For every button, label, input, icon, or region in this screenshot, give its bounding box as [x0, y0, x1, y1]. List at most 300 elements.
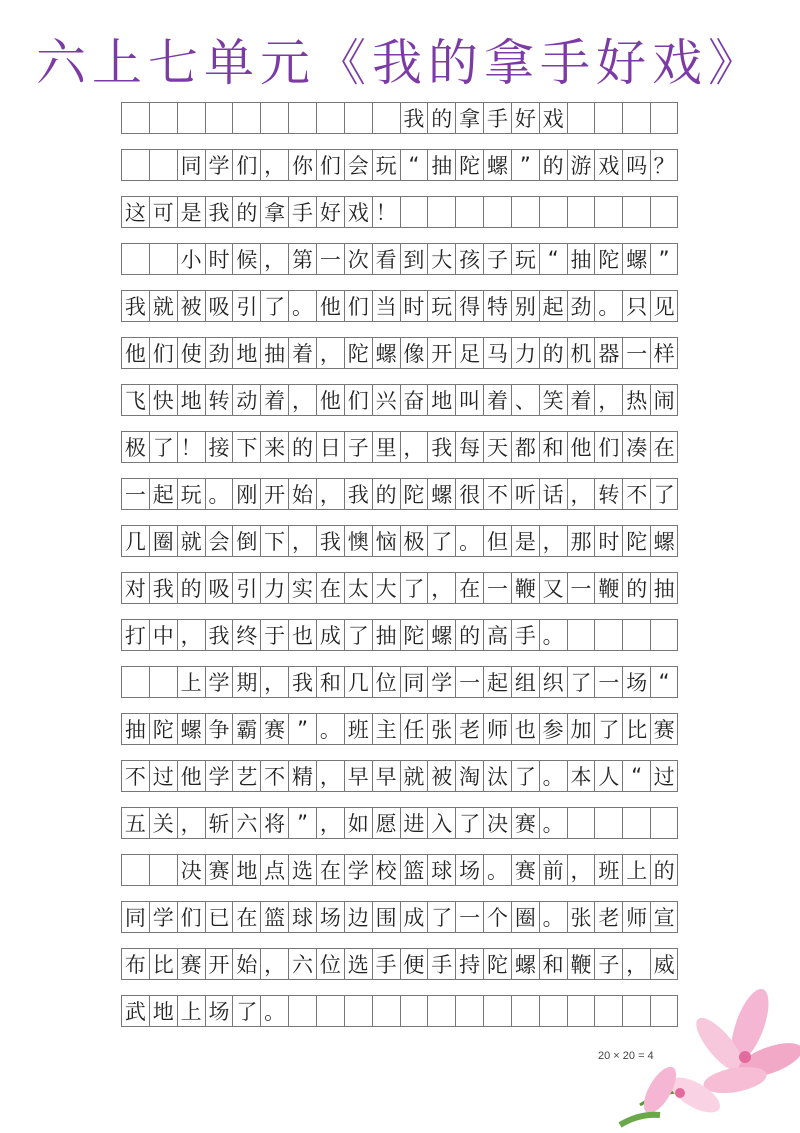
- grid-cell: 游: [567, 150, 595, 180]
- grid-cell: 都: [511, 432, 539, 462]
- grid-cell: 飞: [121, 385, 149, 415]
- grid-cell: 我: [400, 103, 428, 133]
- grid-cell: [622, 808, 650, 838]
- grid-cell: 和: [539, 949, 567, 979]
- grid-count-label: 20 × 20 = 4: [598, 1050, 654, 1062]
- grid-cell: 这: [121, 197, 149, 227]
- grid-cell: 赛: [511, 855, 539, 885]
- grid-cell: 。: [483, 855, 511, 885]
- grid-cell: [400, 197, 428, 227]
- grid-cell: 日: [316, 432, 344, 462]
- grid-cell: 第: [288, 244, 316, 274]
- grid-cell: 如: [344, 808, 372, 838]
- grid-cell: [149, 855, 177, 885]
- grid-cell: 抽: [427, 150, 455, 180]
- grid-cell: 五: [121, 808, 149, 838]
- grid-cell: 鞭: [594, 573, 622, 603]
- grid-cell: 不: [121, 761, 149, 791]
- grid-cell: 起: [483, 667, 511, 697]
- grid-row: [121, 525, 678, 557]
- grid-cell: 一: [455, 902, 483, 932]
- grid-cell: ，: [316, 808, 344, 838]
- grid-cell: 很: [455, 479, 483, 509]
- grid-cell: 会: [205, 526, 233, 556]
- grid-cell: 人: [594, 761, 622, 791]
- grid-cell: 学: [205, 761, 233, 791]
- grid-cell: 玩: [177, 479, 205, 509]
- grid-cell: 同: [400, 667, 428, 697]
- grid-cell: 起: [149, 479, 177, 509]
- grid-cell: 一: [316, 244, 344, 274]
- grid-cell: 地: [427, 385, 455, 415]
- grid-cell: 上: [177, 996, 205, 1026]
- grid-cell: 。: [539, 902, 567, 932]
- grid-cell: 也: [288, 620, 316, 650]
- grid-cell: 师: [622, 902, 650, 932]
- grid-cell: 于: [260, 620, 288, 650]
- grid-cell: 场: [622, 667, 650, 697]
- grid-cell: 力: [260, 573, 288, 603]
- grid-cell: 我: [205, 197, 233, 227]
- grid-cell: ，: [177, 620, 205, 650]
- grid-cell: 学: [205, 667, 233, 697]
- grid-cell: [316, 103, 344, 133]
- grid-cell: 被: [427, 761, 455, 791]
- grid-cell: 威: [650, 949, 678, 979]
- grid-cell: 始: [288, 479, 316, 509]
- grid-cell: 候: [232, 244, 260, 274]
- grid-cell: 了: [232, 996, 260, 1026]
- grid-cell: 我: [427, 432, 455, 462]
- grid-cell: 位: [316, 949, 344, 979]
- grid-cell: 几: [344, 667, 372, 697]
- grid-cell: 织: [539, 667, 567, 697]
- grid-cell: 使: [177, 338, 205, 368]
- grid-cell: 吸: [205, 573, 233, 603]
- grid-cell: 每: [455, 432, 483, 462]
- grid-cell: [149, 244, 177, 274]
- grid-cell: 了: [594, 714, 622, 744]
- grid-cell: 学: [149, 902, 177, 932]
- grid-cell: 鞭: [511, 573, 539, 603]
- grid-cell: 已: [205, 902, 233, 932]
- grid-cell: 我: [121, 291, 149, 321]
- grid-cell: 着: [567, 385, 595, 415]
- grid-cell: 过: [650, 761, 678, 791]
- grid-cell: 你: [288, 150, 316, 180]
- grid-cell: 了: [650, 479, 678, 509]
- grid-row: [121, 243, 678, 275]
- grid-cell: 时: [594, 526, 622, 556]
- grid-cell: [205, 103, 233, 133]
- grid-cell: 班: [594, 855, 622, 885]
- grid-cell: 玩: [372, 150, 400, 180]
- grid-cell: 戏: [539, 103, 567, 133]
- grid-cell: 们: [316, 150, 344, 180]
- grid-cell: 关: [149, 808, 177, 838]
- grid-cell: 当: [372, 291, 400, 321]
- grid-cell: [455, 197, 483, 227]
- grid-cell: [622, 620, 650, 650]
- grid-row: [121, 102, 678, 134]
- grid-cell: ，: [260, 949, 288, 979]
- grid-cell: 地: [177, 385, 205, 415]
- grid-cell: “: [650, 667, 678, 697]
- grid-cell: [539, 996, 567, 1026]
- grid-cell: 的: [372, 479, 400, 509]
- grid-cell: ，: [567, 479, 595, 509]
- grid-cell: 了: [344, 620, 372, 650]
- grid-cell: 进: [400, 808, 428, 838]
- grid-cell: 会: [344, 150, 372, 180]
- grid-cell: 接: [205, 432, 233, 462]
- grid-cell: [372, 103, 400, 133]
- grid-cell: ，: [400, 432, 428, 462]
- grid-cell: 热: [622, 385, 650, 415]
- grid-cell: 下: [232, 432, 260, 462]
- grid-cell: 拿: [455, 103, 483, 133]
- grid-cell: 在: [316, 855, 344, 885]
- grid-cell: 我: [344, 479, 372, 509]
- grid-cell: 手: [372, 949, 400, 979]
- grid-cell: 奋: [400, 385, 428, 415]
- grid-cell: [483, 197, 511, 227]
- grid-cell: [622, 197, 650, 227]
- grid-cell: 话: [539, 479, 567, 509]
- grid-cell: 是: [511, 526, 539, 556]
- grid-cell: [511, 197, 539, 227]
- grid-cell: 。: [205, 479, 233, 509]
- grid-cell: ”: [288, 808, 316, 838]
- grid-cell: ！: [372, 197, 400, 227]
- grid-cell: ”: [511, 150, 539, 180]
- grid-cell: 下: [260, 526, 288, 556]
- grid-cell: 他: [316, 385, 344, 415]
- grid-cell: ，: [316, 479, 344, 509]
- grid-cell: 劲: [567, 291, 595, 321]
- grid-cell: 时: [400, 291, 428, 321]
- grid-cell: 武: [121, 996, 149, 1026]
- grid-cell: 球: [427, 855, 455, 885]
- grid-cell: 陀: [149, 714, 177, 744]
- grid-cell: ，: [316, 338, 344, 368]
- grid-cell: 篮: [400, 855, 428, 885]
- grid-row: [121, 995, 678, 1027]
- grid-cell: ，: [622, 949, 650, 979]
- grid-cell: 听: [511, 479, 539, 509]
- grid-cell: 篮: [260, 902, 288, 932]
- grid-cell: 特: [483, 291, 511, 321]
- grid-cell: 选: [344, 949, 372, 979]
- grid-cell: 我: [316, 526, 344, 556]
- grid-cell: [567, 620, 595, 650]
- grid-cell: 了: [149, 432, 177, 462]
- grid-cell: 了: [400, 573, 428, 603]
- grid-cell: 极: [400, 526, 428, 556]
- grid-cell: 开: [427, 338, 455, 368]
- grid-cell: 拿: [260, 197, 288, 227]
- grid-cell: 。: [594, 291, 622, 321]
- grid-cell: 兴: [372, 385, 400, 415]
- grid-cell: 赛: [260, 714, 288, 744]
- grid-cell: [567, 808, 595, 838]
- grid-cell: 张: [567, 902, 595, 932]
- grid-cell: 场: [316, 902, 344, 932]
- grid-cell: 陀: [400, 479, 428, 509]
- grid-cell: 马: [483, 338, 511, 368]
- grid-cell: [650, 620, 678, 650]
- grid-cell: 地: [232, 855, 260, 885]
- grid-cell: [149, 150, 177, 180]
- grid-cell: [288, 996, 316, 1026]
- grid-cell: 围: [372, 902, 400, 932]
- grid-cell: 霸: [232, 714, 260, 744]
- grid-cell: 戏: [344, 197, 372, 227]
- grid-cell: [260, 103, 288, 133]
- grid-cell: 球: [288, 902, 316, 932]
- grid-cell: 。: [455, 526, 483, 556]
- grid-cell: 圈: [511, 902, 539, 932]
- grid-cell: 布: [121, 949, 149, 979]
- grid-cell: 抽: [650, 573, 678, 603]
- grid-cell: [372, 996, 400, 1026]
- grid-cell: 们: [177, 902, 205, 932]
- grid-cell: 老: [594, 902, 622, 932]
- grid-cell: [121, 855, 149, 885]
- grid-cell: 懊: [344, 526, 372, 556]
- grid-cell: [316, 996, 344, 1026]
- grid-cell: 倒: [232, 526, 260, 556]
- grid-cell: 劲: [205, 338, 233, 368]
- grid-cell: 就: [400, 761, 428, 791]
- grid-cell: 决: [177, 855, 205, 885]
- grid-cell: 将: [260, 808, 288, 838]
- grid-cell: 成: [400, 902, 428, 932]
- grid-cell: 打: [121, 620, 149, 650]
- grid-cell: 那: [567, 526, 595, 556]
- grid-cell: [650, 103, 678, 133]
- grid-cell: 加: [567, 714, 595, 744]
- grid-cell: 陀: [344, 338, 372, 368]
- composition-grid-sheet: [121, 97, 678, 1034]
- grid-cell: 汰: [483, 761, 511, 791]
- grid-cell: 器: [594, 338, 622, 368]
- grid-cell: 们: [149, 338, 177, 368]
- grid-cell: 中: [149, 620, 177, 650]
- grid-cell: 早: [372, 761, 400, 791]
- grid-cell: 任: [400, 714, 428, 744]
- grid-cell: 陀: [483, 949, 511, 979]
- grid-cell: 螺: [511, 949, 539, 979]
- grid-cell: [594, 103, 622, 133]
- grid-cell: 恼: [372, 526, 400, 556]
- grid-cell: 力: [511, 338, 539, 368]
- grid-cell: 他: [316, 291, 344, 321]
- grid-cell: [344, 996, 372, 1026]
- grid-cell: 动: [232, 385, 260, 415]
- grid-cell: 陀: [400, 620, 428, 650]
- grid-cell: 。: [539, 761, 567, 791]
- grid-row: [121, 713, 678, 745]
- grid-cell: 玩: [511, 244, 539, 274]
- grid-cell: 就: [149, 291, 177, 321]
- grid-cell: [650, 808, 678, 838]
- grid-cell: 起: [539, 291, 567, 321]
- grid-cell: [539, 197, 567, 227]
- grid-cell: 们: [344, 291, 372, 321]
- grid-cell: 六: [288, 949, 316, 979]
- grid-cell: 在: [455, 573, 483, 603]
- grid-cell: 好: [511, 103, 539, 133]
- grid-row: [121, 290, 678, 322]
- grid-cell: 圈: [149, 526, 177, 556]
- grid-cell: 的: [539, 150, 567, 180]
- grid-cell: [121, 667, 149, 697]
- grid-cell: 地: [232, 338, 260, 368]
- grid-cell: 的: [622, 573, 650, 603]
- grid-cell: 吗: [622, 150, 650, 180]
- grid-cell: 戏: [594, 150, 622, 180]
- grid-cell: 参: [539, 714, 567, 744]
- grid-cell: ！: [177, 432, 205, 462]
- grid-cell: 螺: [427, 479, 455, 509]
- grid-cell: 学: [344, 855, 372, 885]
- grid-cell: 高: [483, 620, 511, 650]
- grid-cell: 精: [288, 761, 316, 791]
- grid-cell: 引: [232, 291, 260, 321]
- grid-cell: “: [622, 761, 650, 791]
- grid-cell: 子: [483, 244, 511, 274]
- grid-cell: 闹: [650, 385, 678, 415]
- grid-cell: 张: [427, 714, 455, 744]
- grid-cell: 了: [427, 526, 455, 556]
- grid-cell: 上: [177, 667, 205, 697]
- grid-cell: 上: [622, 855, 650, 885]
- grid-cell: 不: [622, 479, 650, 509]
- grid-cell: 可: [149, 197, 177, 227]
- grid-cell: 便: [400, 949, 428, 979]
- grid-cell: 一: [483, 573, 511, 603]
- grid-cell: 一: [455, 667, 483, 697]
- grid-cell: 斩: [205, 808, 233, 838]
- grid-cell: [455, 996, 483, 1026]
- grid-cell: 也: [511, 714, 539, 744]
- grid-row: [121, 431, 678, 463]
- grid-cell: 抽: [260, 338, 288, 368]
- grid-cell: 的: [650, 855, 678, 885]
- grid-cell: [427, 197, 455, 227]
- grid-cell: 笑: [539, 385, 567, 415]
- grid-cell: 主: [372, 714, 400, 744]
- grid-cell: 场: [205, 996, 233, 1026]
- grid-cell: 不: [483, 479, 511, 509]
- grid-cell: 他: [121, 338, 149, 368]
- grid-cell: 次: [344, 244, 372, 274]
- grid-cell: [400, 996, 428, 1026]
- grid-cell: 地: [149, 996, 177, 1026]
- grid-cell: 子: [344, 432, 372, 462]
- grid-cell: 好: [316, 197, 344, 227]
- grid-row: [121, 854, 678, 886]
- grid-cell: 和: [539, 432, 567, 462]
- grid-cell: ，: [288, 385, 316, 415]
- grid-cell: 本: [567, 761, 595, 791]
- grid-cell: 手: [427, 949, 455, 979]
- grid-cell: 不: [260, 761, 288, 791]
- grid-cell: 子: [594, 949, 622, 979]
- grid-cell: 看: [372, 244, 400, 274]
- grid-cell: 学: [427, 667, 455, 697]
- grid-cell: 持: [455, 949, 483, 979]
- grid-cell: 的: [455, 620, 483, 650]
- grid-cell: [483, 996, 511, 1026]
- grid-cell: 同: [177, 150, 205, 180]
- grid-cell: 宣: [650, 902, 678, 932]
- grid-row: [121, 337, 678, 369]
- grid-cell: 样: [650, 338, 678, 368]
- grid-cell: [121, 103, 149, 133]
- grid-cell: [511, 996, 539, 1026]
- grid-row: [121, 901, 678, 933]
- grid-cell: 和: [316, 667, 344, 697]
- grid-cell: ”: [650, 244, 678, 274]
- grid-cell: 一: [567, 573, 595, 603]
- grid-cell: 的: [539, 338, 567, 368]
- grid-cell: 的: [288, 432, 316, 462]
- grid-row: [121, 666, 678, 698]
- grid-cell: [149, 667, 177, 697]
- grid-cell: 决: [483, 808, 511, 838]
- grid-cell: 们: [594, 432, 622, 462]
- grid-cell: 陀: [594, 244, 622, 274]
- grid-cell: 在: [316, 573, 344, 603]
- grid-cell: 我: [205, 620, 233, 650]
- grid-cell: 点: [260, 855, 288, 885]
- grid-row: [121, 572, 678, 604]
- grid-cell: ，: [594, 385, 622, 415]
- grid-cell: [567, 103, 595, 133]
- grid-cell: [567, 996, 595, 1026]
- grid-cell: [594, 197, 622, 227]
- grid-cell: 。: [539, 620, 567, 650]
- grid-cell: ，: [177, 808, 205, 838]
- grid-cell: 孩: [455, 244, 483, 274]
- grid-cell: 抽: [121, 714, 149, 744]
- grid-cell: 小: [177, 244, 205, 274]
- grid-cell: 大: [427, 244, 455, 274]
- grid-cell: 引: [232, 573, 260, 603]
- grid-cell: 快: [149, 385, 177, 415]
- grid-cell: 了: [260, 291, 288, 321]
- grid-cell: 赛: [177, 949, 205, 979]
- grid-cell: [149, 103, 177, 133]
- grid-cell: 开: [260, 479, 288, 509]
- grid-cell: [622, 103, 650, 133]
- grid-cell: 抽: [372, 620, 400, 650]
- grid-cell: 吸: [205, 291, 233, 321]
- grid-cell: 对: [121, 573, 149, 603]
- grid-cell: 着: [260, 385, 288, 415]
- grid-cell: 手: [483, 103, 511, 133]
- grid-cell: 的: [427, 103, 455, 133]
- grid-cell: 们: [344, 385, 372, 415]
- grid-cell: 学: [205, 150, 233, 180]
- grid-row: [121, 619, 678, 651]
- grid-row: [121, 807, 678, 839]
- grid-cell: 螺: [177, 714, 205, 744]
- grid-cell: 过: [149, 761, 177, 791]
- grid-cell: 。: [288, 291, 316, 321]
